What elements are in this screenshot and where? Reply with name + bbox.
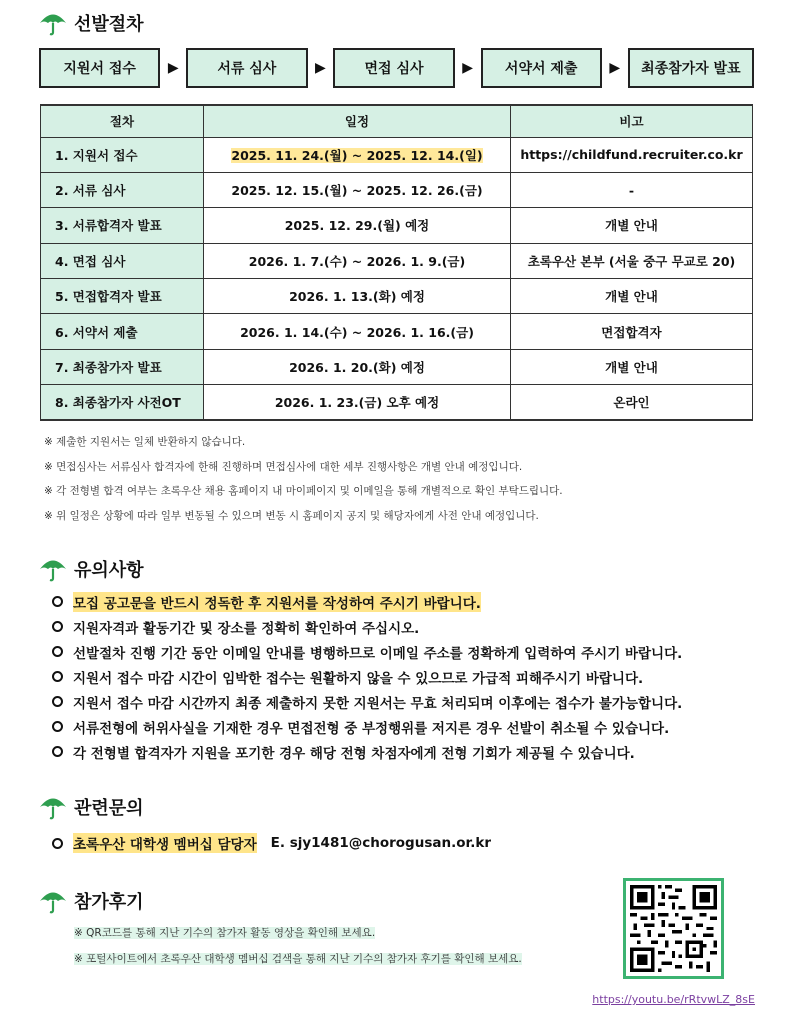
note-text: ※ 포털사이트에서 초록우산 대학생 멤버십 검색을 통해 지난 기수의 참가자 후기를 확인해 보세요. <box>74 953 522 965</box>
table-cell: https://childfund.recruiter.co.kr <box>511 137 753 172</box>
table-row <box>41 172 753 207</box>
list-item <box>52 614 682 639</box>
table-row <box>41 385 753 420</box>
bullet-circle-icon <box>52 696 63 707</box>
bullet-circle-icon <box>52 646 63 657</box>
table-cell: 3. 서류합격자 발표 <box>41 208 204 243</box>
table-cell: - <box>511 172 753 207</box>
note-line: ※ 제출한 지원서는 일체 반환하지 않습니다. <box>44 436 246 448</box>
list-item <box>52 639 682 664</box>
table-cell: 면접합격자 <box>511 314 753 349</box>
list-item-text: 모집 공고문을 반드시 정독한 후 지원서를 작성하여 주시기 바랍니다. <box>73 592 481 612</box>
umbrella-icon <box>38 888 68 914</box>
umbrella-icon <box>38 556 68 582</box>
section-title-text: 참가후기 <box>74 892 144 913</box>
table-cell: 7. 최종참가자 발표 <box>41 349 204 384</box>
table-cell: 2025. 12. 15.(월) ~ 2025. 12. 26.(금) <box>204 172 511 207</box>
arrow-right-icon: ▶ <box>609 60 621 76</box>
table-row <box>41 349 753 384</box>
table-header: 절차 <box>41 105 204 137</box>
bullet-circle-icon <box>52 721 63 732</box>
list-item-text: 서류전형에 허위사실을 기재한 경우 면접전형 중 부정행위를 저지른 경우 선발이 취소될 수 있습니다. <box>73 720 670 737</box>
bullet-circle-icon <box>52 596 63 607</box>
arrow-right-icon: ▶ <box>462 60 473 76</box>
flow-step: 서류 심사 <box>186 48 307 88</box>
table-row <box>41 208 753 243</box>
schedule-table <box>40 104 753 421</box>
contact-email[interactable]: E. sjy1481@chorogusan.or.kr <box>270 835 491 851</box>
section-title-text: 선발절차 <box>74 14 144 35</box>
list-item <box>52 714 682 739</box>
table-header-row <box>41 105 753 137</box>
list-item-text: 선발절차 진행 기간 동안 이메일 안내를 병행하므로 이메일 주소를 정확하게 입력하여 주시기 바랍니다. <box>73 645 683 662</box>
flow-step: 지원서 접수 <box>39 48 160 88</box>
qr-code[interactable] <box>623 878 724 979</box>
table-cell: 6. 서약서 제출 <box>41 314 204 349</box>
umbrella-icon <box>38 10 68 36</box>
note-line <box>74 946 522 972</box>
note-line: ※ 위 일정은 상황에 따라 일부 변동될 수 있으며 변동 시 홈페이지 공지 및 해당자에게 사전 안내 예정입니다. <box>44 509 539 522</box>
list-item <box>52 664 682 689</box>
schedule-notes <box>44 430 563 528</box>
note-line <box>74 920 522 946</box>
table-row <box>41 279 753 314</box>
table-cell: 개별 안내 <box>511 279 753 314</box>
note-text: ※ QR코드를 통해 지난 기수의 참가자 활동 영상을 확인해 보세요. <box>74 927 376 939</box>
table-cell: 2026. 1. 7.(수) ~ 2026. 1. 9.(금) <box>204 243 511 278</box>
umbrella-icon <box>38 794 68 820</box>
table-cell: 8. 최종참가자 사전OT <box>41 385 204 420</box>
table-cell: 2026. 1. 23.(금) 오후 예정 <box>204 385 511 420</box>
table-row <box>41 314 753 349</box>
highlighted-date: 2025. 11. 24.(월) ~ 2025. 12. 14.(일) <box>231 147 483 163</box>
table-header: 비고 <box>511 105 753 137</box>
qr-code-icon <box>630 885 717 972</box>
table-cell: 2025. 12. 29.(월) 예정 <box>204 208 511 243</box>
table-cell <box>204 137 511 172</box>
section-title-text: 유의사항 <box>74 560 144 581</box>
note-line: ※ 각 전형별 합격 여부는 초록우산 채용 홈페이지 내 마이페이지 및 이메일을 통해 개별적으로 확인 부탁드립니다. <box>44 485 563 497</box>
flow-step: 서약서 제출 <box>481 48 602 88</box>
bullet-circle-icon <box>52 621 63 632</box>
contact-person: 초록우산 대학생 멤버십 담당자 <box>73 833 257 853</box>
list-item-text: 각 전형별 합격자가 지원을 포기한 경우 해당 전형 차점자에게 전형 기회가 제공될 수 있습니다. <box>73 745 635 762</box>
table-row <box>41 137 753 172</box>
video-link[interactable]: https://youtu.be/rRtvwLZ_8sE <box>592 993 755 1006</box>
table-cell: 2. 서류 심사 <box>41 172 204 207</box>
table-cell: 초록우산 본부 (서울 중구 무교로 20) <box>511 243 753 278</box>
table-cell: 5. 면접합격자 발표 <box>41 279 204 314</box>
bullet-circle-icon <box>52 671 63 682</box>
table-cell: 온라인 <box>511 385 753 420</box>
bullet-circle-icon <box>52 838 63 849</box>
section-title-review <box>38 888 144 914</box>
list-item-text: 지원서 접수 마감 시간까지 최종 제출하지 못한 지원서는 무효 처리되며 이후에는 접수가 불가능합니다. <box>73 695 683 712</box>
table-cell: 4. 면접 심사 <box>41 243 204 278</box>
list-item-text: 지원서 접수 마감 시간이 임박한 접수는 원활하지 않을 수 있으므로 가급적 피해주시기 바랍니다. <box>73 670 644 687</box>
section-title-inquiry <box>38 794 144 820</box>
table-cell: 2026. 1. 13.(화) 예정 <box>204 279 511 314</box>
contact-line <box>52 833 491 853</box>
bullet-circle-icon <box>52 746 63 757</box>
notice-list <box>52 589 682 764</box>
list-item <box>52 739 682 764</box>
table-cell: 2026. 1. 14.(수) ~ 2026. 1. 16.(금) <box>204 314 511 349</box>
table-row <box>41 243 753 278</box>
flow-step: 최종참가자 발표 <box>628 48 754 88</box>
arrow-right-icon: ▶ <box>315 60 326 76</box>
note-line: ※ 면접심사는 서류심사 합격자에 한해 진행하며 면접심사에 대한 세부 진행사항은 개별 안내 예정입니다. <box>44 460 523 473</box>
process-flow <box>39 48 754 88</box>
table-cell: 개별 안내 <box>511 208 753 243</box>
list-item <box>52 689 682 714</box>
table-cell: 1. 지원서 접수 <box>41 137 204 172</box>
section-title-selection <box>38 10 144 36</box>
section-title-text: 관련문의 <box>74 798 144 819</box>
section-title-notice <box>38 556 144 582</box>
flow-step: 면접 심사 <box>333 48 454 88</box>
list-item-text: 지원자격과 활동기간 및 장소를 정확히 확인하여 주십시오. <box>73 620 420 637</box>
arrow-right-icon: ▶ <box>167 60 179 76</box>
review-notes <box>74 920 522 972</box>
list-item <box>52 589 682 614</box>
table-cell: 개별 안내 <box>511 349 753 384</box>
table-cell: 2026. 1. 20.(화) 예정 <box>204 349 511 384</box>
table-header: 일정 <box>204 105 511 137</box>
